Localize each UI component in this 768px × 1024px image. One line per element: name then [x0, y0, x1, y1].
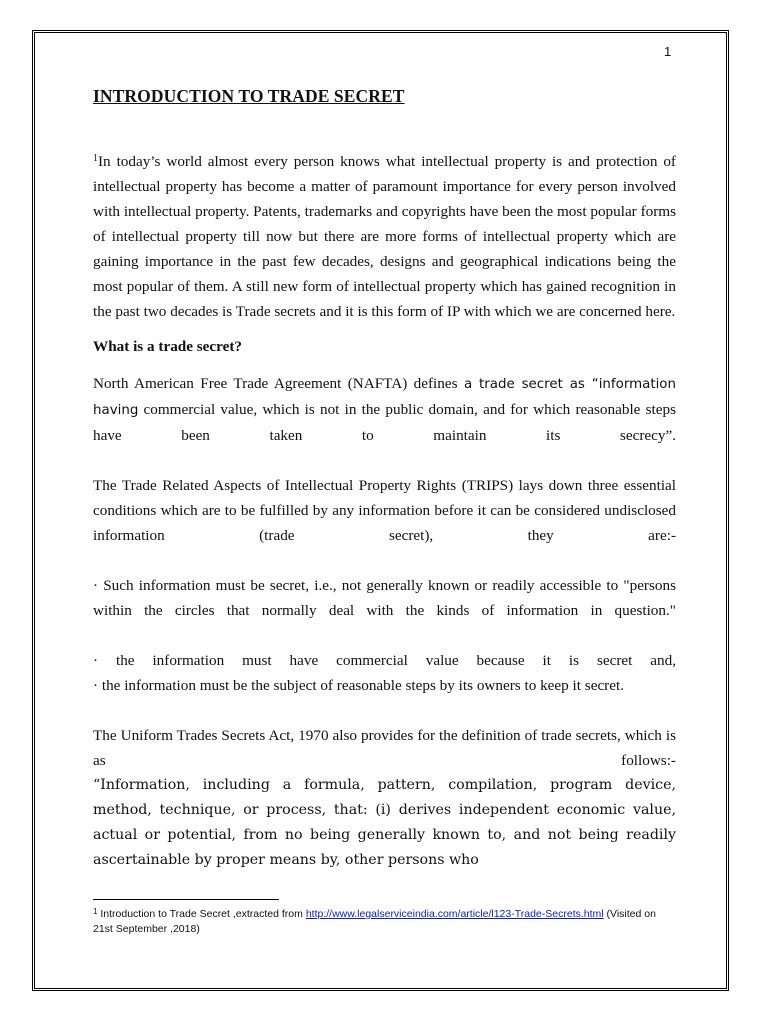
intro-paragraph — [93, 149, 676, 324]
trips-bullet-2: · the information must have commercial value because it is secret and, — [93, 652, 676, 669]
nafta-text-end: commercial value, which is not in the public domain, and for which reasonable steps have been taken to maintain its secrecy”. — [93, 401, 676, 444]
document-body — [93, 84, 676, 873]
footnote — [93, 907, 678, 937]
footnote-suffix: (Visited on 21st September ,2018) — [93, 908, 656, 935]
footnote-text: Introduction to Trade Secret ,extracted from — [97, 908, 306, 920]
intro-text: In today’s world almost every person knows what intellectual property is and protection of intellectual property has become a matter of paramount importance for every person involved with intellectual property. Patents, trademarks and copyrights have been the most popular forms of intellectual property till now but there are more forms of intellectual property which are gaining importance in the past few decades, designs and geographical indications being the most popular of them. A still new form of intellectual property which has gained recognition in the past two decades is Trade secrets and it is this form of IP with which we are concerned here. — [93, 153, 676, 320]
footnote-link[interactable]: http://www.legalserviceindia.com/article/l123-Trade-Secrets.html — [305, 908, 604, 920]
nafta-text-mid: a trade secret as “information having — [93, 377, 676, 418]
footnote-marker: 1 — [93, 153, 98, 164]
footnote-number: 1 — [93, 907, 98, 916]
ufta-paragraph: The Uniform Trades Secrets Act, 1970 also provides for the definition of trade secrets, which is as follows:- — [93, 727, 676, 769]
nafta-paragraph — [93, 371, 676, 448]
footnote-divider — [93, 899, 279, 900]
page-title: INTRODUCTION TO TRADE SECRET — [93, 86, 405, 106]
section-heading: What is a trade secret? — [93, 338, 243, 355]
trips-bullet-3: · the information must be the subject of reasonable steps by its owners to keep it secret. — [93, 677, 624, 694]
ufta-quote: “Information, including a formula, pattern, compilation, program device, method, technique, or process, that: (i) derives independent economic value, actual or potential, from no being generally known to, and not being readily ascertainable by proper means by, other persons who — [93, 777, 676, 868]
nafta-text-start: North American Free Trade Agreement (NAFTA) defines — [93, 375, 464, 392]
trips-bullet-1: · Such information must be secret, i.e., not generally known or readily accessible to "persons within the circles that normally deal with the kinds of information in question." — [93, 577, 676, 619]
page-number: 1 — [664, 44, 672, 59]
trips-paragraph: The Trade Related Aspects of Intellectual Property Rights (TRIPS) lays down three essential conditions which are to be fulfilled by any information before it can be considered undisclosed information (trade secret), they are:- — [93, 477, 676, 544]
